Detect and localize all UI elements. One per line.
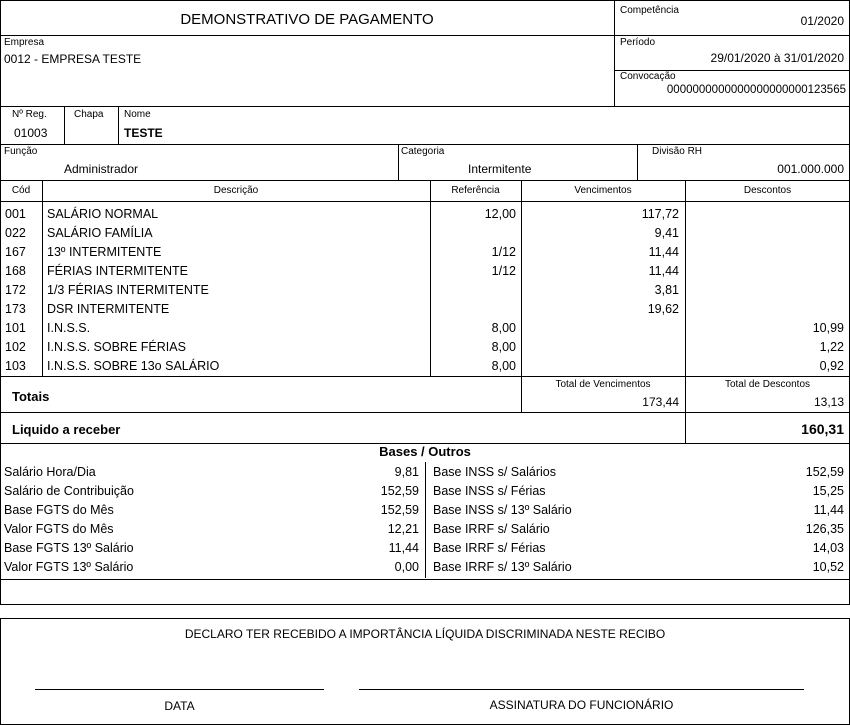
table-row: [0, 262, 850, 281]
cell-vencimentos: 3,81: [654, 283, 679, 297]
total-vencimentos-value: 173,44: [642, 395, 679, 409]
cell-cod: 022: [5, 226, 26, 240]
base-left-value: 12,21: [387, 522, 419, 536]
table-row: [0, 338, 850, 357]
base-left-label: Salário de Contribuição: [4, 484, 134, 498]
cell-cod: 102: [5, 340, 26, 354]
funcao-label: Função: [4, 146, 38, 157]
cell-descricao: FÉRIAS INTERMITENTE: [47, 264, 188, 278]
base-left-value: 152,59: [380, 503, 419, 517]
cell-cod: 173: [5, 302, 26, 316]
cell-descricao: DSR INTERMITENTE: [47, 302, 170, 316]
base-right-value: 10,52: [812, 560, 844, 574]
base-right-label: Base INSS s/ Férias: [433, 484, 546, 498]
base-left-label: Base FGTS do Mês: [4, 503, 114, 517]
base-right-label: Base IRRF s/ Férias: [433, 541, 546, 555]
cell-descricao: I.N.S.S. SOBRE FÉRIAS: [47, 340, 186, 354]
cell-referencia: 8,00: [491, 340, 516, 354]
cell-vencimentos: 19,62: [647, 302, 679, 316]
cell-cod: 172: [5, 283, 26, 297]
base-right-label: Base INSS s/ Salários: [433, 465, 556, 479]
base-right-value: 11,44: [813, 503, 844, 517]
base-right-value: 14,03: [812, 541, 844, 555]
base-left-label: Valor FGTS do Mês: [4, 522, 114, 536]
base-right-value: 15,25: [812, 484, 844, 498]
base-row: [0, 463, 850, 482]
base-right-value: 152,59: [805, 465, 844, 479]
total-descontos-label: Total de Descontos: [724, 379, 811, 390]
cell-descricao: 1/3 FÉRIAS INTERMITENTE: [47, 283, 209, 297]
cell-descontos: 10,99: [812, 321, 844, 335]
table-row: [0, 224, 850, 243]
header-referencia: Referência: [451, 185, 500, 196]
employee-signature-line: [359, 689, 804, 690]
cell-descontos: 1,22: [819, 340, 844, 354]
data-signature-line: [35, 689, 324, 690]
base-row: [0, 482, 850, 501]
base-right-label: Base IRRF s/ Salário: [433, 522, 550, 536]
convocacao-value: 0000000000000000000000123565: [666, 84, 846, 96]
cell-referencia: 8,00: [491, 359, 516, 373]
table-row: [0, 300, 850, 319]
base-left-label: Valor FGTS 13º Salário: [4, 560, 134, 574]
cell-referencia: 12,00: [484, 207, 516, 221]
cell-cod: 001: [5, 207, 26, 221]
table-row: [0, 205, 850, 224]
periodo-value: 29/01/2020 à 31/01/2020: [710, 51, 844, 65]
table-row: [0, 281, 850, 300]
convocacao-label: Convocação: [620, 71, 676, 82]
cell-cod: 101: [5, 321, 26, 335]
divisao-label: Divisão RH: [652, 146, 703, 157]
cell-vencimentos: 117,72: [641, 207, 679, 221]
cell-vencimentos: 11,44: [648, 245, 679, 259]
chapa-label: Chapa: [74, 109, 104, 120]
categoria-value: Intermitente: [468, 162, 532, 176]
cell-referencia: 1/12: [491, 264, 516, 278]
competencia-value: 01/2020: [800, 14, 844, 28]
registro-label: Nº Reg.: [12, 109, 47, 120]
base-left-label: Base FGTS 13º Salário: [4, 541, 134, 555]
header-vencimentos: Vencimentos: [574, 185, 632, 196]
cell-descricao: SALÁRIO FAMÍLIA: [47, 226, 153, 240]
competencia-label: Competência: [620, 5, 679, 16]
base-left-value: 9,81: [394, 465, 419, 479]
liquido-value: 160,31: [801, 421, 844, 437]
header-descricao: Descrição: [213, 185, 259, 196]
cell-vencimentos: 11,44: [648, 264, 679, 278]
base-right-label: Base INSS s/ 13º Salário: [433, 503, 572, 517]
cell-vencimentos: 9,41: [654, 226, 679, 240]
assinatura-label: ASSINATURA DO FUNCIONÁRIO: [489, 698, 674, 712]
document-title: DEMONSTRATIVO DE PAGAMENTO: [180, 11, 434, 28]
declaration-text: DECLARO TER RECEBIDO A IMPORTÂNCIA LÍQUIDA DISCRIMINADA NESTE RECIBO: [184, 627, 666, 641]
registro-value: 01003: [14, 126, 48, 140]
divisao-value: 001.000.000: [777, 162, 844, 176]
cell-referencia: 8,00: [491, 321, 516, 335]
cell-descricao: I.N.S.S. SOBRE 13o SALÁRIO: [47, 359, 220, 373]
cell-cod: 167: [5, 245, 26, 259]
base-left-value: 0,00: [394, 560, 419, 574]
table-row: [0, 319, 850, 338]
header-cod: Cód: [11, 185, 31, 196]
cell-cod: 168: [5, 264, 26, 278]
cell-descricao: SALÁRIO NORMAL: [47, 207, 159, 221]
cell-descontos: 0,92: [819, 359, 844, 373]
bases-title: Bases / Outros: [379, 444, 471, 459]
totais-label: Totais: [12, 389, 50, 404]
cell-cod: 103: [5, 359, 26, 373]
periodo-label: Período: [620, 37, 656, 48]
funcao-value: Administrador: [64, 162, 139, 176]
cell-descricao: 13º INTERMITENTE: [47, 245, 162, 259]
header-descontos: Descontos: [743, 185, 792, 196]
base-left-value: 11,44: [388, 541, 419, 555]
cell-descricao: I.N.S.S.: [47, 321, 91, 335]
total-vencimentos-label: Total de Vencimentos: [555, 379, 651, 390]
liquido-label: Liquido a receber: [12, 422, 121, 437]
total-descontos-value: 13,13: [813, 395, 844, 409]
data-label: DATA: [164, 699, 195, 713]
table-row: [0, 243, 850, 262]
base-row: [0, 501, 850, 520]
base-row: [0, 558, 850, 577]
base-left-value: 152,59: [380, 484, 419, 498]
empresa-value: 0012 - EMPRESA TESTE: [4, 52, 142, 66]
base-left-label: Salário Hora/Dia: [4, 465, 96, 479]
base-row: [0, 539, 850, 558]
table-row: [0, 357, 850, 376]
nome-label: Nome: [124, 109, 151, 120]
base-right-label: Base IRRF s/ 13º Salário: [433, 560, 572, 574]
base-row: [0, 520, 850, 539]
nome-value: TESTE: [124, 126, 163, 140]
empresa-label: Empresa: [4, 37, 45, 48]
cell-referencia: 1/12: [491, 245, 516, 259]
base-right-value: 126,35: [805, 522, 844, 536]
categoria-label: Categoria: [401, 146, 445, 157]
